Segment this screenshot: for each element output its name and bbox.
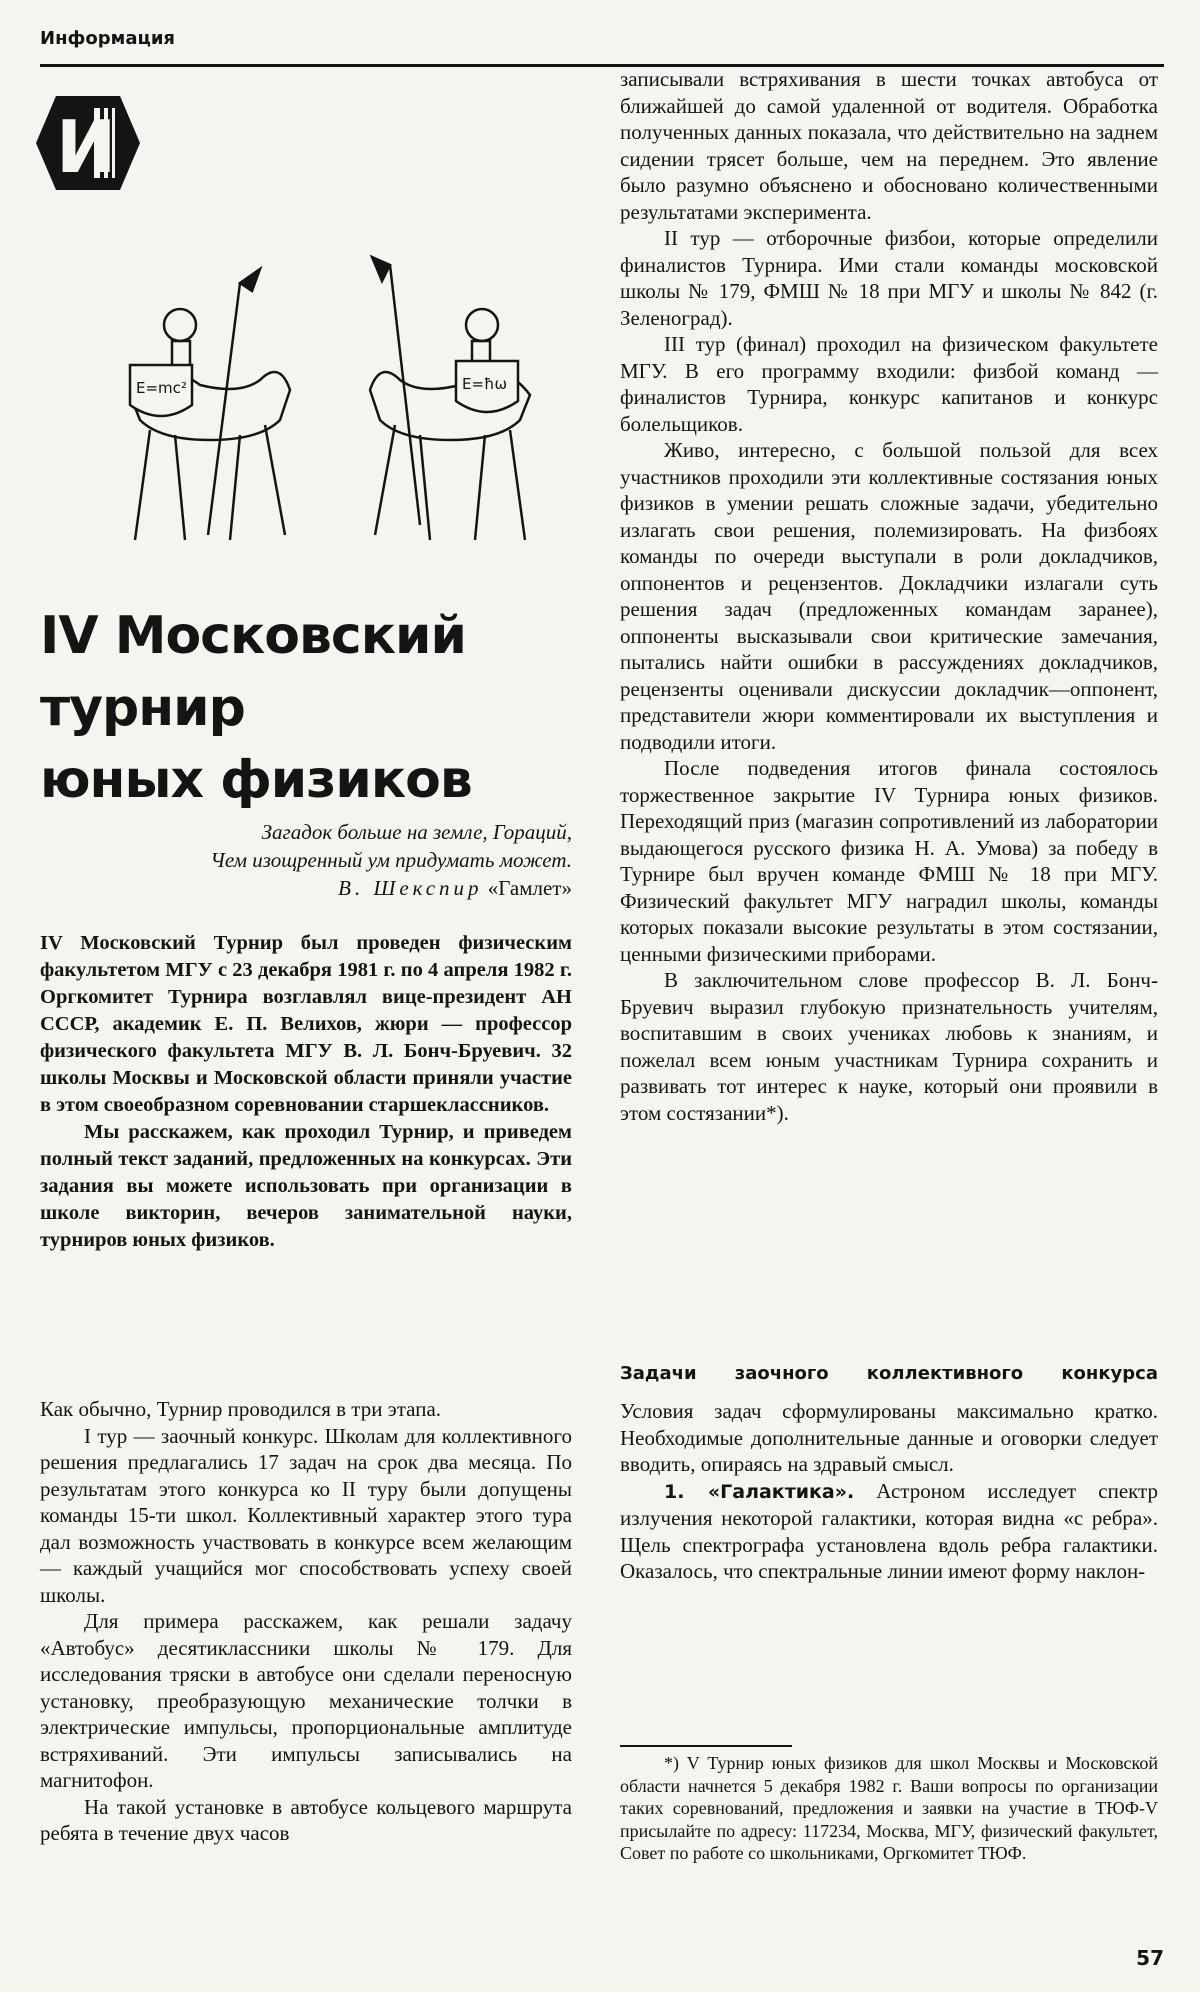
tasks-intro: Условия задач сформулированы максимально кратко. Необходимые дополнительные данные и оговорки следует вводить, опираясь на здравый смысл. <box>620 1399 1158 1476</box>
magazine-logo-icon <box>36 88 146 198</box>
body-paragraph: После подведения итогов финала состоялось торжественное закрытие IV Турнира юных физиков. Переходящий приз (магазин сопротивлений из лаборатории выдающегося русского физика Н. А. Умова) за победу в Турнире был вручен команде ФМШ № 18 при МГУ. Физический факультет МГУ наградил школы, команды которых показали высокие результаты в этом состязании, ценными физическими приборами. <box>620 756 1158 966</box>
footnote-rule <box>620 1745 792 1747</box>
footnote-text: *) V Турнир юных физиков для школ Москвы и Московской области начнется 5 декабря 1982 г. Ваши вопросы по организации таких соревнований, предложения и заявки на участие в ТЮФ-V присылайте по адресу: 117234, Москва, МГУ, физический факультет, Совет по работе со школьниками, Оргкомитет ТЮФ. <box>620 1753 1158 1863</box>
svg-text:E=ħω: E=ħω <box>462 375 508 393</box>
epigraph <box>40 818 572 902</box>
footnote <box>620 1752 1158 1865</box>
body-paragraph: III тур (финал) проходил на физическом факультете МГУ. В его программу входили: физбой команд — финалистов Турнира, конкурс капитанов и конкурс болельщиков. <box>620 332 1158 436</box>
section-heading: Задачи заочного коллективного конкурса <box>620 1363 1158 1384</box>
epigraph-author: В. Шекспир <box>338 876 483 900</box>
section-label: Информация <box>40 28 175 49</box>
left-column-body <box>40 1396 572 1847</box>
task-text: Астроном исследует спектр излучения некоторой галактики, которая видна «с ребра». Щель спектрографа установлена вдоль ребра галактики. Оказалось, что спектральные линии имеют форму наклон- <box>620 1478 1158 1583</box>
task-title: 1. «Галактика». <box>664 1480 855 1503</box>
body-paragraph: В заключительном слове профессор В. Л. Бонч-Бруевич выразил глубокую признательность учителям, воспитавшим в своих учениках любовь к знаниям, и пожелал всем юным участникам Турнира сохранить и развивать тот интерес к науке, который они проявили в этом состязании*). <box>620 968 1158 1125</box>
body-paragraph: Как обычно, Турнир проводился в три этапа. <box>40 1397 442 1421</box>
body-paragraph: На такой установке в автобусе кольцевого маршрута ребята в течение двух часов <box>40 1794 572 1845</box>
task-item <box>620 1478 1158 1585</box>
epigraph-attribution <box>40 874 572 902</box>
epigraph-work: «Гамлет» <box>487 876 572 900</box>
right-column-body <box>620 66 1158 1126</box>
epigraph-line-2: Чем изощренный ум придумать может. <box>210 848 572 872</box>
body-paragraph: II тур — отборочные физбои, которые определили финалистов Турнира. Ими стали команды московской школы № 179, ФМШ № 18 при МГУ и школы № 842 (г. Зеленоград). <box>620 226 1158 330</box>
epigraph-line-1: Загадок больше на земле, Гораций, <box>261 820 572 844</box>
body-paragraph: Живо, интересно, с большой пользой для всех участников проходили эти коллективные состязания юных физиков в умении решать сложные задачи, убедительно излагать свои решения, полемизировать. На физбоях команды по очереди выступали в роли докладчиков, оппонентов и рецензентов. Докладчики излагали суть решения задач (предложенных командам заранее), оппоненты высказывали свои критические замечания, пытались найти ошибки в рассуждениях докладчиков, рецензенты оценивали дискуссии докладчик—оппонент, представители жюри комментировали их выступления и подводили итоги. <box>620 438 1158 754</box>
body-paragraph: Для примера расскажем, как решали задачу «Автобус» десятиклассники школы № 179. Для исследования тряски в автобусе они сделали переносную установку, преобразующую механические толчки в электрические импульсы, пропорциональные амплитуде встряхиваний. Эти импульсы записывались на магнитофон. <box>40 1609 572 1792</box>
svg-text:И: И <box>56 105 117 189</box>
svg-text:E=mc²: E=mc² <box>136 379 187 397</box>
lead-paragraphs <box>40 930 572 1254</box>
page-number: 57 <box>1136 1946 1164 1970</box>
lead-paragraph: IV Московский Турнир был проведен физическим факультетом МГУ с 23 декабря 1981 г. по 4 апреля 1982 г. Оргкомитет Турнира возглавлял вице-президент АН СССР, академик Е. П. Велихов, жюри — профессор физического факультета МГУ В. Л. Бонч-Бруевич. 32 школы Москвы и Московской области приняли участие в этом своеобразном соревновании старшеклассников. <box>40 932 572 1116</box>
tasks-body <box>620 1398 1158 1585</box>
article-title <box>40 600 600 816</box>
lead-paragraph: Мы расскажем, как проходил Турнир, и приведем полный текст заданий, предложенных на конкурсах. Эти задания вы можете использовать при организации в школе викторин, вечеров занимательной науки, турниров юных физиков. <box>40 1121 572 1251</box>
title-line-2: юных физиков <box>40 750 472 810</box>
body-paragraph: I тур — заочный конкурс. Школам для коллективного решения предлагались 17 задач на срок два месяца. По результатам этого конкурса ко II туру были допущены команды 15-ти школ. Коллективный характер этого тура дал возможность участвовать в конкурсе всем желающим — каждый учащийся мог способствовать успеху своей школы. <box>40 1423 572 1607</box>
body-paragraph: записывали встряхивания в шести точках автобуса от ближайшей до самой удаленной от водителя. Обработка полученных данных показала, что действительно на заднем сидении трясет больше, чем на переднем. Это явление было разумно объяснено и обосновано количественными результатами эксперимента. <box>620 67 1158 224</box>
jousting-knights-icon <box>90 255 570 565</box>
title-line-1: IV Московский турнир <box>40 606 466 738</box>
